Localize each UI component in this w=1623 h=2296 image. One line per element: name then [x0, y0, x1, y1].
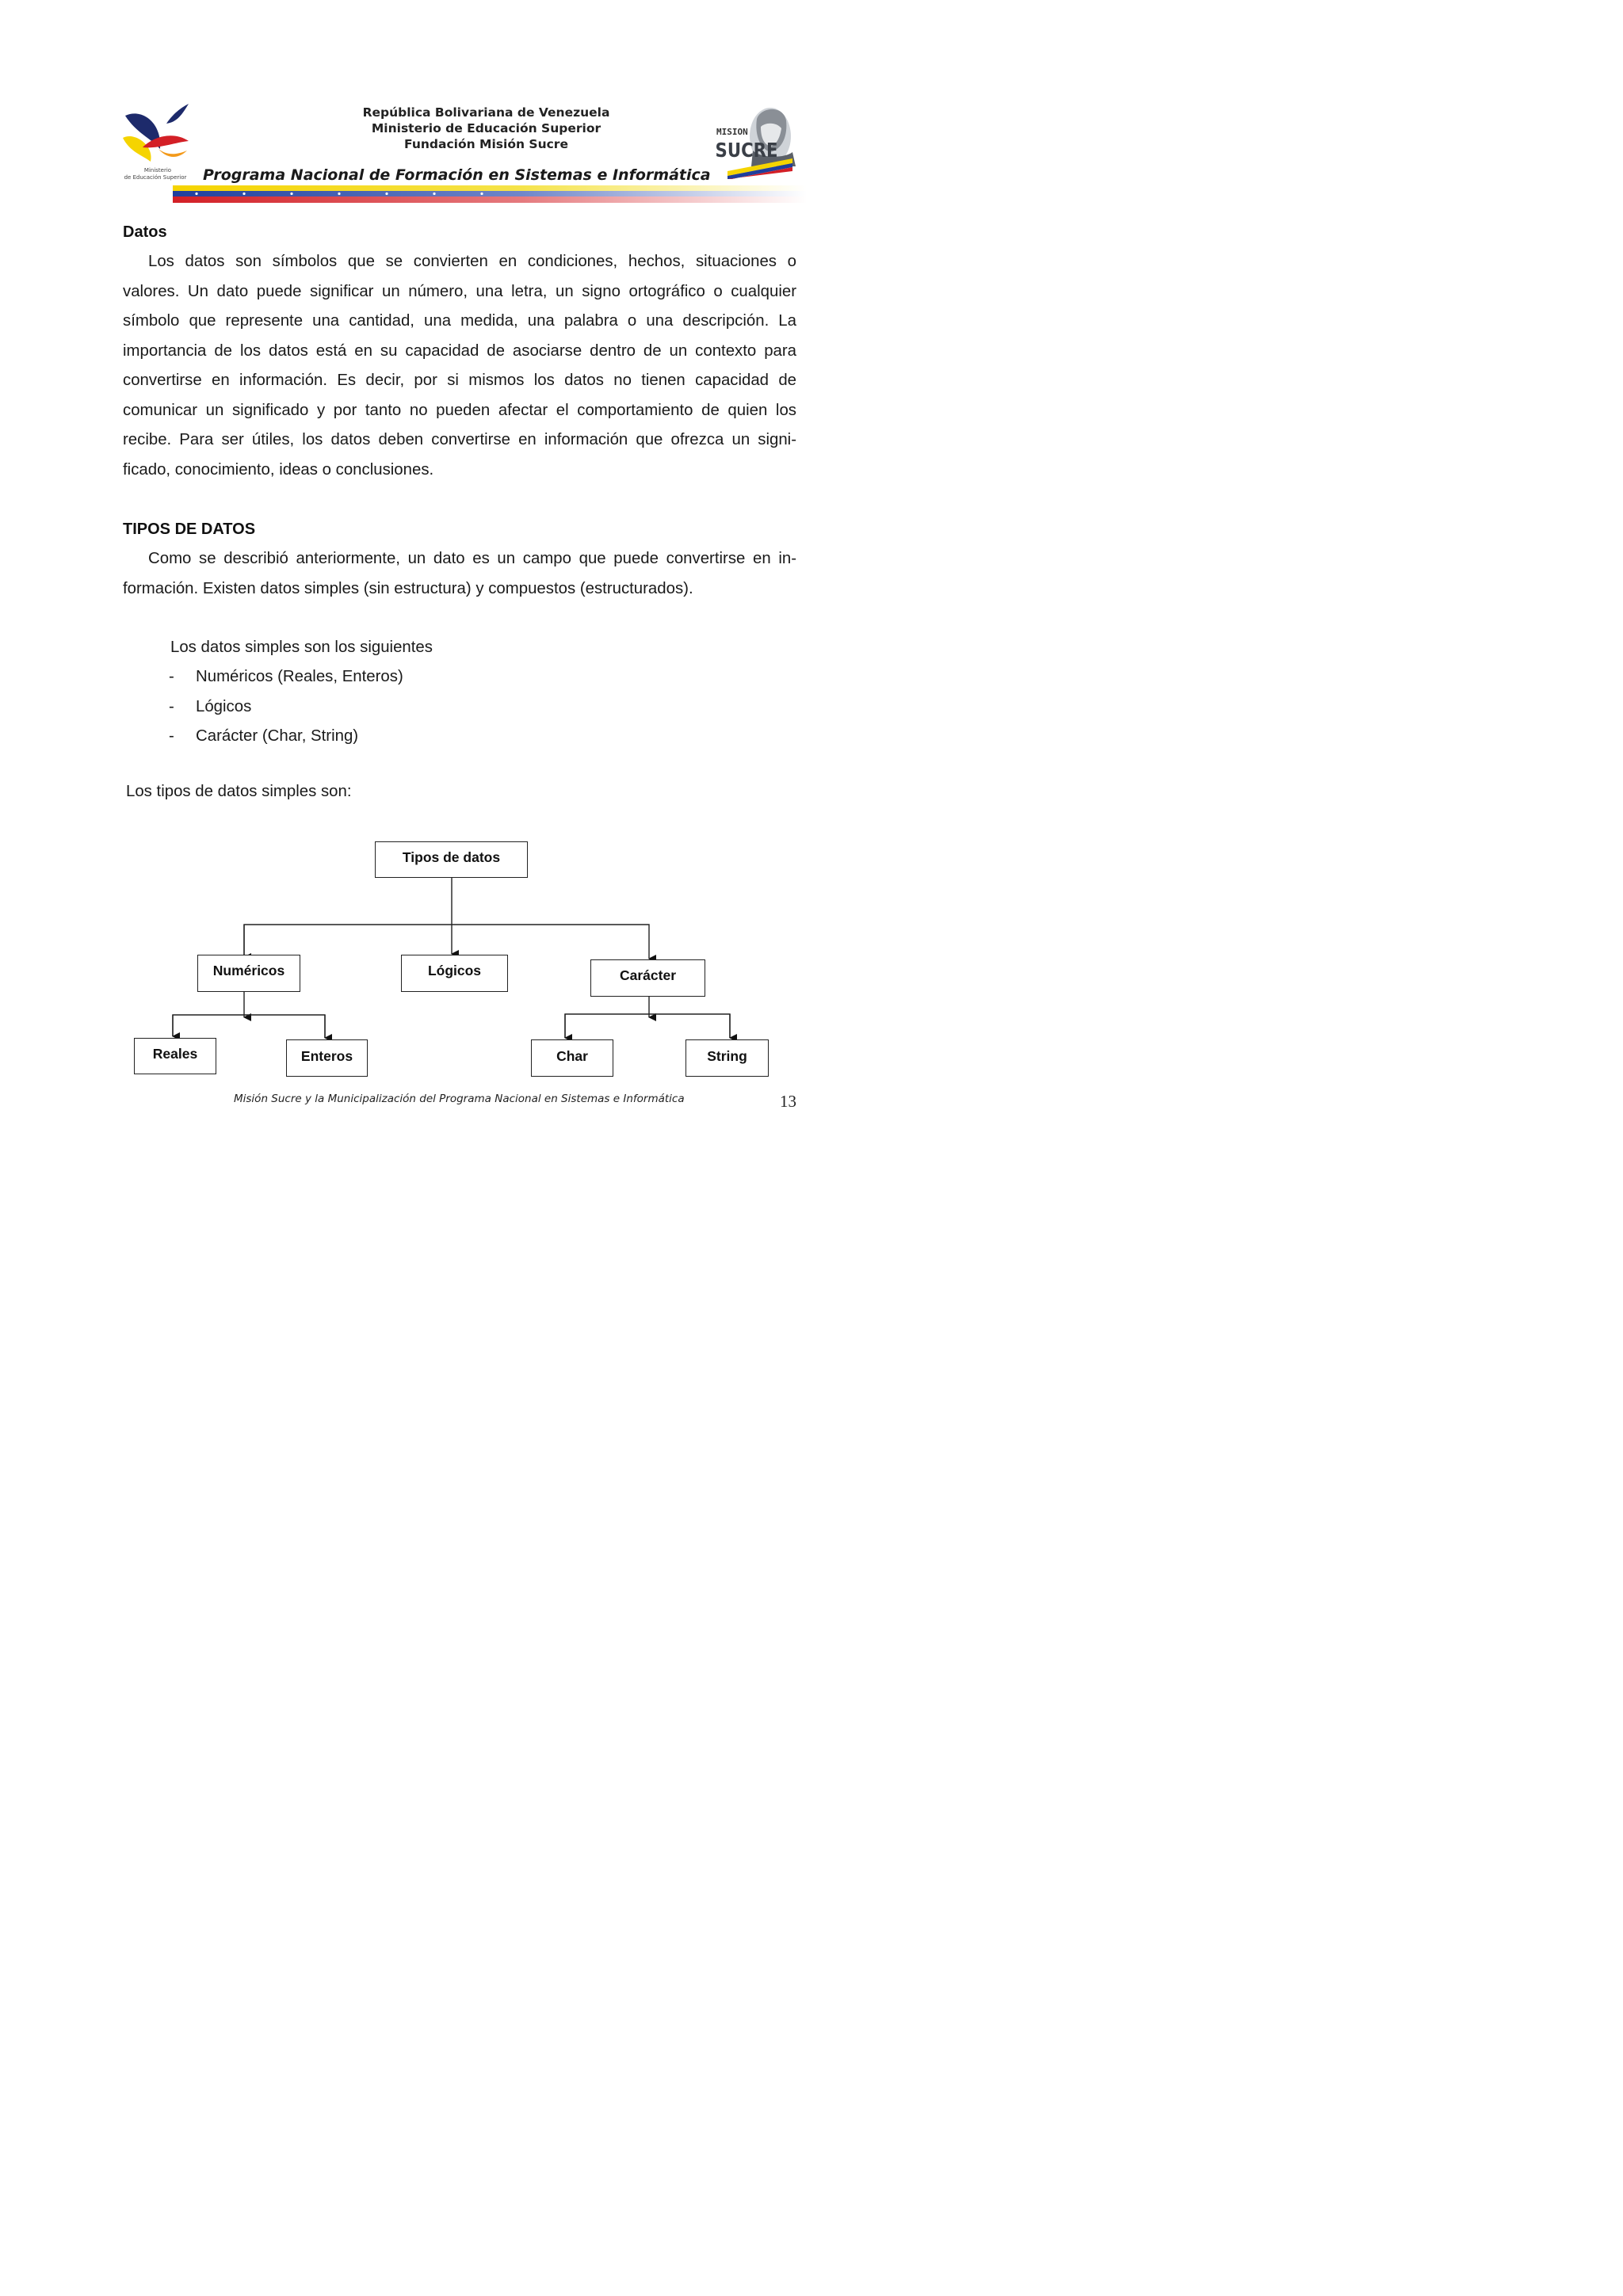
node-logicos: Lógicos [401, 955, 508, 992]
paragraph-line: Como se describió anteriormente, un dato es un campo que puede convertirse en in- [148, 550, 796, 567]
heading-datos: Datos [123, 223, 167, 241]
node-numericos: Numéricos [197, 955, 300, 992]
paragraph-line: comunicar un significado y por tanto no pueden afectar el comportamiento de quien los [123, 401, 796, 419]
heading-tipos-de-datos: TIPOS DE DATOS [123, 521, 256, 538]
footer-text: Misión Sucre y la Municipalización del Programa Nacional en Sistemas e Informática [234, 1093, 685, 1105]
logo-right-text-2: SUCRE [715, 139, 778, 162]
paragraph-line: recibe. Para ser útiles, los datos deben convertirse en información que ofrezca un signi- [123, 431, 796, 448]
paragraph-line: formación. Existen datos simples (sin estructura) y compuestos (estructurados). [123, 579, 693, 597]
program-title: Programa Nacional de Formación en Sistemas e Informática [203, 166, 711, 184]
node-char: Char [531, 1039, 613, 1077]
page-number: 13 [780, 1092, 796, 1111]
header-ministry: Ministerio de Educación Superior [371, 121, 601, 135]
node-enteros: Enteros [286, 1039, 368, 1077]
paragraph-datos [123, 247, 796, 485]
paragraph-line: Los datos son símbolos que se convierten en condiciones, hechos, situaciones o [148, 253, 796, 270]
flag-stripe [173, 184, 807, 204]
paragraph-line: convertirse en información. Es decir, por si mismos los datos no tienen capacidad de [123, 372, 796, 389]
paragraph-line: símbolo que represente una cantidad, una medida, una palabra o una descripción. La [123, 312, 796, 330]
connector-root-branches [244, 925, 649, 959]
list-item: Numéricos (Reales, Enteros) [196, 668, 403, 685]
mision-sucre-logo [713, 103, 800, 179]
connector-caracter-children [565, 1014, 730, 1038]
list-bullet: - [169, 727, 174, 745]
logo-caption-2: de Educación Superior [124, 174, 187, 181]
node-caracter: Carácter [590, 959, 705, 997]
header-foundation: Fundación Misión Sucre [404, 137, 568, 151]
node-tipos-de-datos: Tipos de datos [375, 841, 528, 878]
logo-right-text-1: MISION [716, 127, 748, 137]
paragraph-line: valores. Un dato puede significar un número, una letra, un signo ortográfico o cualquier [123, 282, 796, 300]
diagram-intro: Los tipos de datos simples son: [126, 783, 352, 800]
list-bullet: - [169, 668, 174, 685]
header-republic: República Bolivariana de Venezuela [362, 105, 610, 120]
list-item: Carácter (Char, String) [196, 727, 359, 745]
paragraph-line: ficado, conocimiento, ideas o conclusiones. [123, 460, 434, 479]
list-bullet: - [169, 698, 174, 715]
node-string: String [685, 1039, 769, 1077]
connector-numericos-children [173, 1015, 325, 1038]
logo-caption-1: Ministerio [143, 167, 172, 174]
list-item: Lógicos [196, 698, 252, 715]
paragraph-line: importancia de los datos está en su capacidad de asociarse dentro de un contexto para [123, 341, 796, 360]
paragraph-tipos [123, 544, 796, 604]
list-intro: Los datos simples son los siguientes [170, 639, 433, 656]
node-reales: Reales [134, 1038, 216, 1074]
